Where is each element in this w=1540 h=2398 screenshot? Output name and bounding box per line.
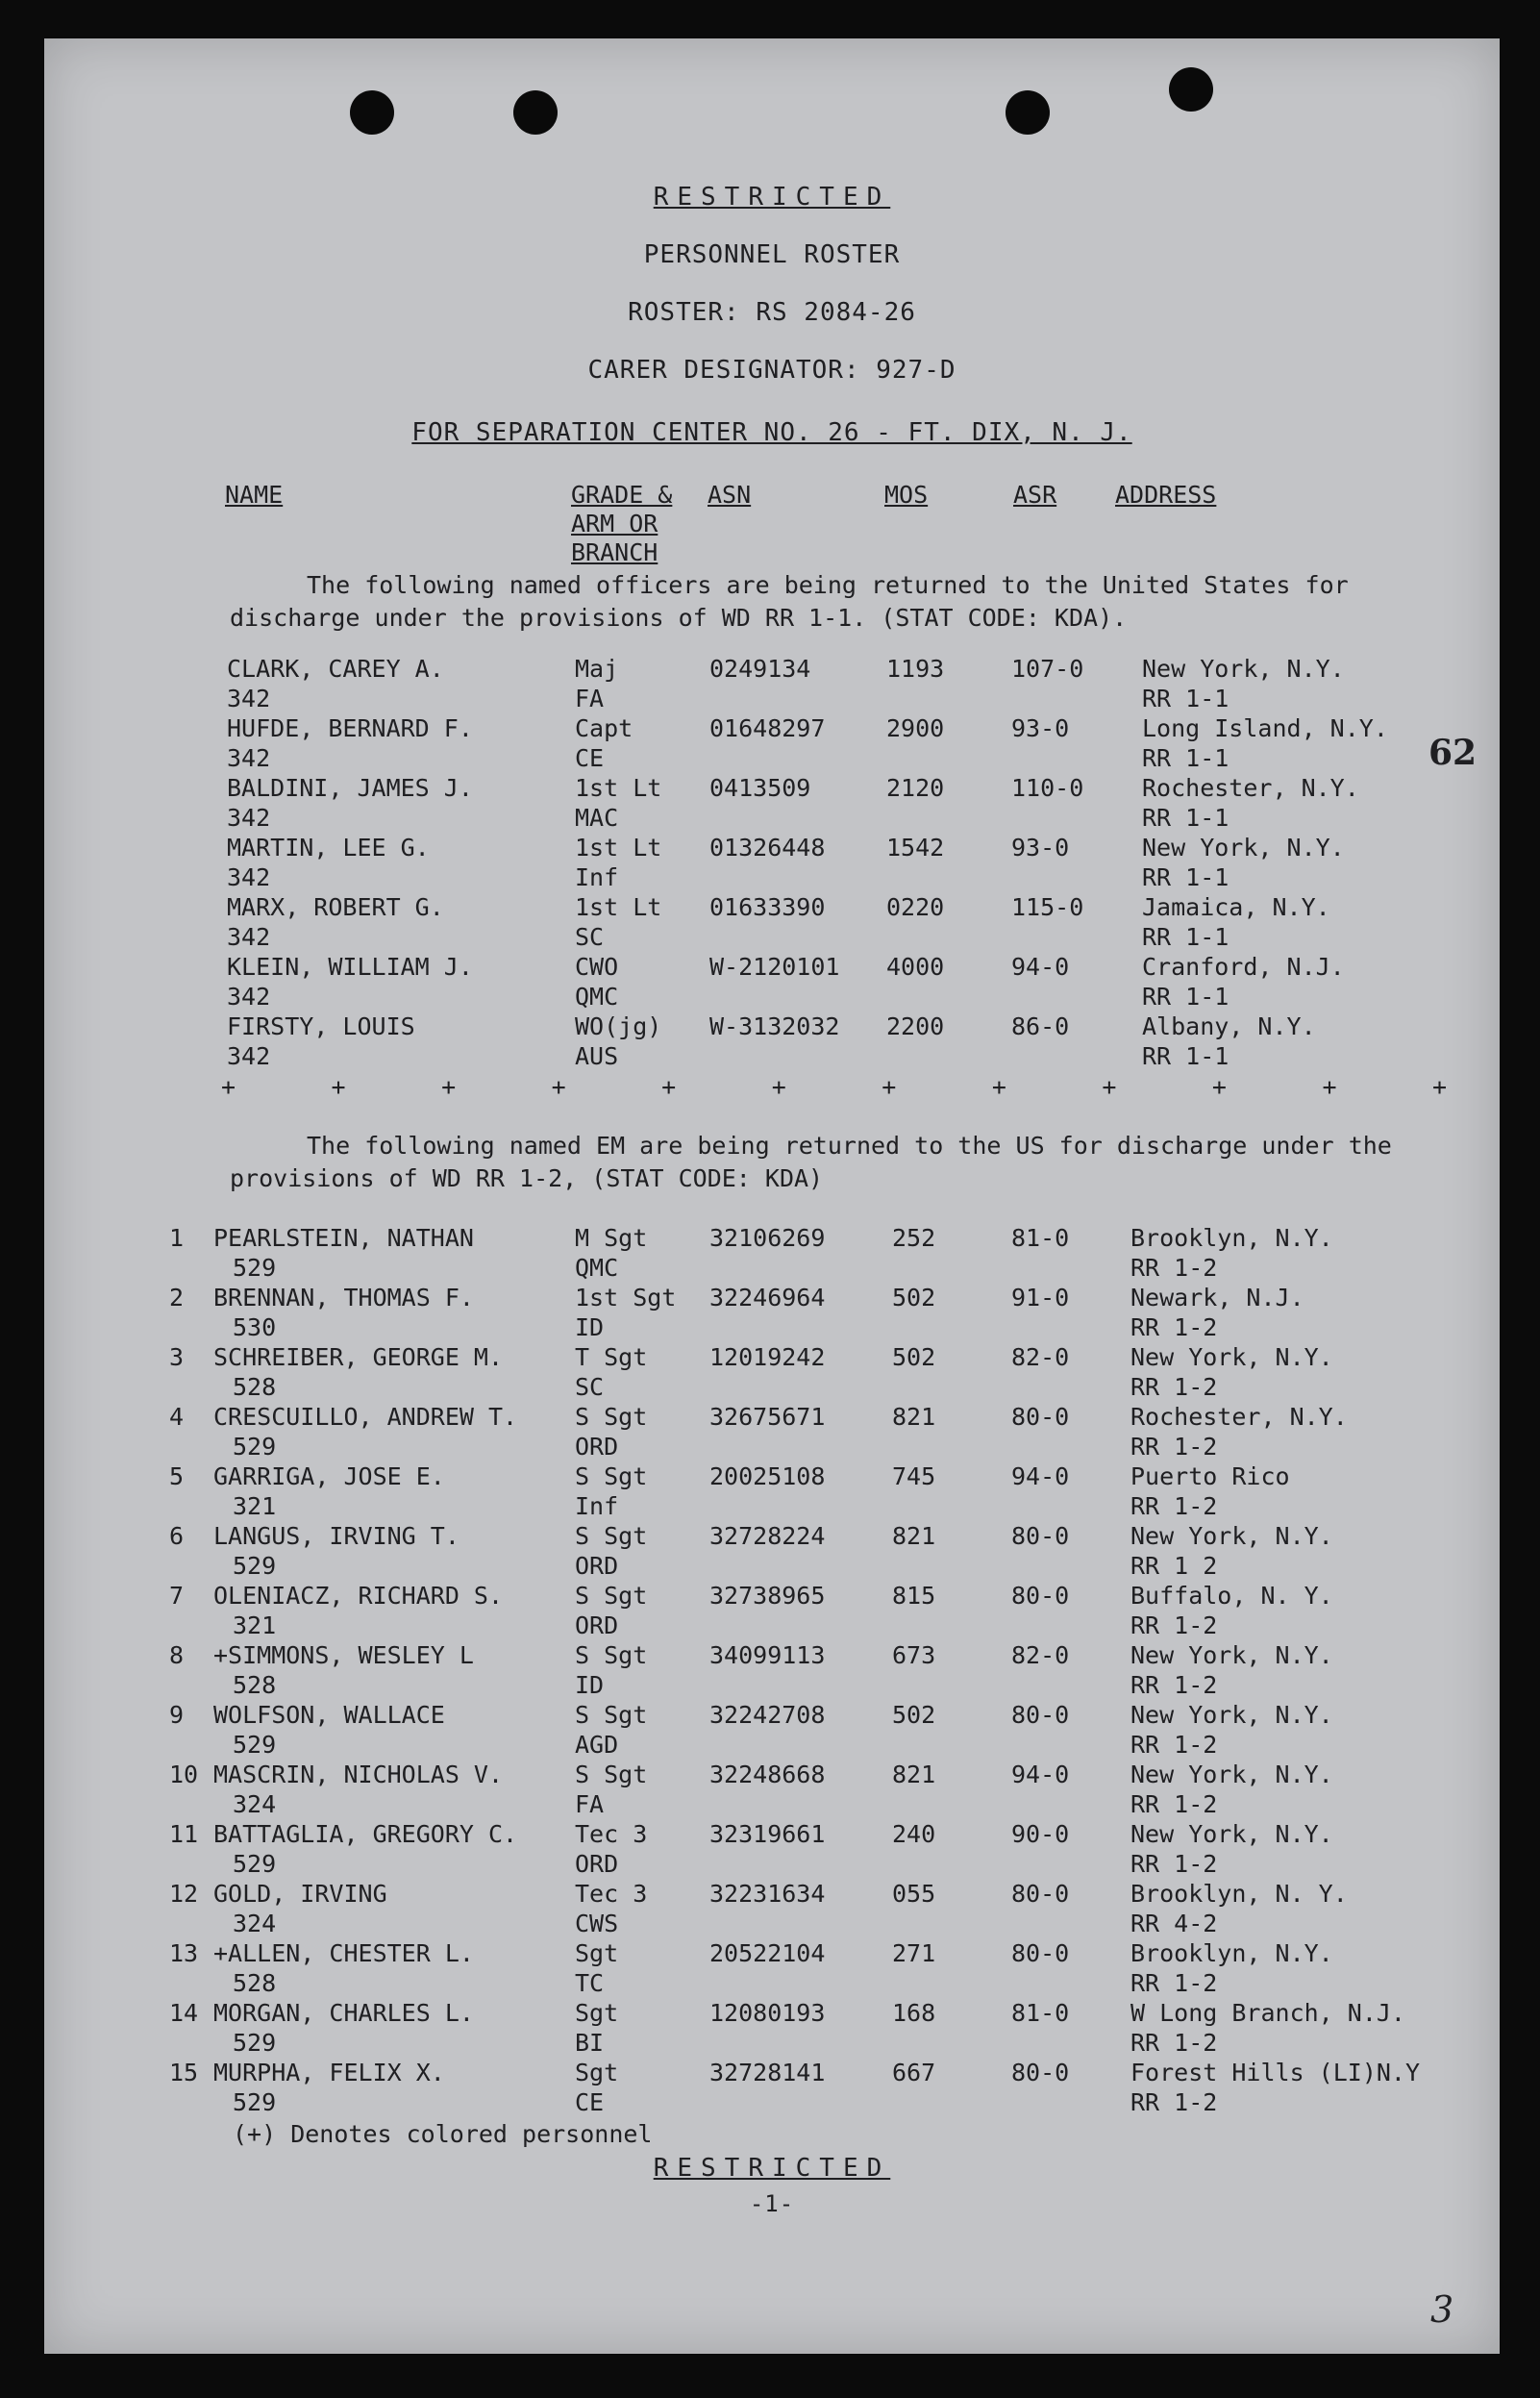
enlisted-code: 529 (233, 1731, 277, 1759)
enlisted-asr: 80-0 (1011, 1701, 1070, 1729)
enlisted-mos: 502 (892, 1701, 936, 1729)
page-number: -1- (749, 2190, 795, 2217)
enlisted-code: 324 (233, 1790, 277, 1818)
enlisted-name: PEARLSTEIN, NATHAN (213, 1224, 474, 1252)
enlisted-rr: RR 1-2 (1130, 1969, 1218, 1997)
officer-asn: 01326448 (709, 834, 826, 862)
enlisted-code: 529 (233, 1850, 277, 1878)
separator-plus: + (331, 1073, 346, 1101)
enlisted-mos: 673 (892, 1641, 936, 1669)
enlisted-address: New York, N.Y. (1130, 1343, 1333, 1371)
enlisted-arm: ORD (575, 1611, 619, 1639)
officer-asn: 0249134 (709, 655, 811, 683)
officer-row (44, 713, 1500, 773)
enlisted-code: 529 (233, 1433, 277, 1461)
separator-plus: + (991, 1073, 1006, 1101)
officer-rr: RR 1-1 (1142, 863, 1230, 891)
officer-asn: W-3132032 (709, 1012, 840, 1040)
officer-code: 342 (227, 685, 271, 712)
enlisted-grade: Sgt (575, 1999, 619, 2027)
enlisted-row (44, 1283, 1500, 1342)
officer-grade: 1st Lt (575, 834, 662, 862)
officer-asr: 94-0 (1011, 953, 1070, 981)
enlisted-rr: RR 1-2 (1130, 1611, 1218, 1639)
classification-footer: RESTRICTED (653, 2154, 891, 2183)
enlisted-asn: 32231634 (709, 1880, 826, 1908)
enlisted-number: 12 (169, 1880, 199, 1908)
officer-mos: 2120 (886, 774, 945, 802)
enlisted-address: New York, N.Y. (1130, 1701, 1333, 1729)
enlisted-arm: CE (575, 2088, 605, 2116)
enlisted-grade: S Sgt (575, 1761, 648, 1788)
enlisted-asr: 80-0 (1011, 1403, 1070, 1431)
officer-arm: AUS (575, 1042, 619, 1070)
enlisted-code: 528 (233, 1671, 277, 1699)
col-asn: ASN (708, 481, 752, 509)
enlisted-rr: RR 1-2 (1130, 1850, 1218, 1878)
enlisted-mos: 252 (892, 1224, 936, 1252)
officer-row (44, 1012, 1500, 1071)
enlisted-code: 528 (233, 1373, 277, 1401)
enlisted-intro: The following named EM are being returned to the US for discharge under the provisions of WD RR 1-2, (STAT CODE: KDA) (230, 1132, 1392, 1192)
enlisted-address: Puerto Rico (1130, 1462, 1290, 1490)
officer-arm: MAC (575, 804, 619, 832)
officer-row (44, 833, 1500, 892)
stamp-number: 62 (1428, 733, 1478, 773)
officer-grade: Capt (575, 714, 633, 742)
col-mos: MOS (884, 481, 929, 509)
enlisted-asn: 32738965 (709, 1582, 826, 1610)
enlisted-asr: 80-0 (1011, 1939, 1070, 1967)
enlisted-code: 321 (233, 1611, 277, 1639)
enlisted-name: GOLD, IRVING (213, 1880, 387, 1908)
enlisted-number: 14 (169, 1999, 199, 2027)
roster-number: ROSTER: RS 2084-26 (628, 298, 916, 327)
officer-arm: QMC (575, 983, 619, 1011)
separator-plus: + (551, 1073, 566, 1101)
enlisted-asn: 32246964 (709, 1284, 826, 1311)
enlisted-name: SCHREIBER, GEORGE M. (213, 1343, 504, 1371)
enlisted-name: CRESCUILLO, ANDREW T. (213, 1403, 518, 1431)
roster-title: PERSONNEL ROSTER (643, 240, 901, 269)
enlisted-code: 529 (233, 2088, 277, 2116)
officer-arm: CE (575, 744, 605, 772)
enlisted-address: Forest Hills (LI)N.Y (1130, 2059, 1421, 2086)
officer-name: BALDINI, JAMES J. (227, 774, 473, 802)
enlisted-rr: RR 1-2 (1130, 2088, 1218, 2116)
enlisted-grade: S Sgt (575, 1582, 648, 1610)
enlisted-asn: 32319661 (709, 1820, 826, 1848)
footnote: (+) Denotes colored personnel (233, 2120, 653, 2148)
enlisted-arm: SC (575, 1373, 605, 1401)
enlisted-arm: Inf (575, 1492, 619, 1520)
enlisted-address: New York, N.Y. (1130, 1820, 1333, 1848)
enlisted-row (44, 1640, 1500, 1700)
enlisted-asn: 32675671 (709, 1403, 826, 1431)
officer-code: 342 (227, 804, 271, 832)
officer-address: New York, N.Y. (1142, 655, 1345, 683)
enlisted-number: 13 (169, 1939, 199, 1967)
officer-mos: 1542 (886, 834, 945, 862)
separator-plus: + (661, 1073, 677, 1101)
enlisted-asr: 90-0 (1011, 1820, 1070, 1848)
enlisted-address: New York, N.Y. (1130, 1761, 1333, 1788)
enlisted-row (44, 1998, 1500, 2058)
punch-hole (350, 90, 394, 135)
officer-arm: FA (575, 685, 605, 712)
corner-handwritten-number: 3 (1430, 2288, 1454, 2331)
enlisted-rr: RR 1-2 (1130, 2029, 1218, 2057)
enlisted-mos: 821 (892, 1761, 936, 1788)
enlisted-number: 10 (169, 1761, 199, 1788)
enlisted-asn: 32248668 (709, 1761, 826, 1788)
enlisted-asn: 20522104 (709, 1939, 826, 1967)
enlisted-asr: 82-0 (1011, 1641, 1070, 1669)
enlisted-code: 530 (233, 1313, 277, 1341)
enlisted-arm: ID (575, 1671, 605, 1699)
separator-plus: + (221, 1073, 236, 1101)
enlisted-asn: 34099113 (709, 1641, 826, 1669)
col-grade (571, 481, 672, 567)
officer-rr: RR 1-1 (1142, 983, 1230, 1011)
officer-code: 342 (227, 1042, 271, 1070)
officer-asn: 01633390 (709, 893, 826, 921)
separator-plus: + (1102, 1073, 1117, 1101)
enlisted-asr: 80-0 (1011, 2059, 1070, 2086)
officer-row (44, 654, 1500, 713)
officer-code: 342 (227, 744, 271, 772)
col-branch-line: BRANCH (571, 538, 658, 566)
officer-grade: WO(jg) (575, 1012, 662, 1040)
enlisted-grade: Tec 3 (575, 1820, 648, 1848)
enlisted-asn: 12080193 (709, 1999, 826, 2027)
enlisted-number: 3 (169, 1343, 185, 1371)
officer-mos: 0220 (886, 893, 945, 921)
enlisted-arm: QMC (575, 1254, 619, 1282)
enlisted-address: New York, N.Y. (1130, 1522, 1333, 1550)
officer-asn: W-2120101 (709, 953, 840, 981)
officer-asr: 110-0 (1011, 774, 1084, 802)
enlisted-rr: RR 1-2 (1130, 1790, 1218, 1818)
officer-address: New York, N.Y. (1142, 834, 1345, 862)
enlisted-mos: 502 (892, 1284, 936, 1311)
officer-row (44, 773, 1500, 833)
punch-hole (1169, 67, 1213, 112)
officer-asr: 86-0 (1011, 1012, 1070, 1040)
enlisted-address: Rochester, N.Y. (1130, 1403, 1348, 1431)
officer-name: MARTIN, LEE G. (227, 834, 430, 862)
enlisted-number: 15 (169, 2059, 199, 2086)
enlisted-arm: ORD (575, 1552, 619, 1580)
separator-plus: + (1322, 1073, 1337, 1101)
enlisted-name: +SIMMONS, WESLEY L (213, 1641, 474, 1669)
enlisted-name: BRENNAN, THOMAS F. (213, 1284, 474, 1311)
officer-rr: RR 1-1 (1142, 685, 1230, 712)
officer-address: Rochester, N.Y. (1142, 774, 1359, 802)
separator-row (221, 1073, 1448, 1102)
officer-arm: SC (575, 923, 605, 951)
enlisted-asr: 94-0 (1011, 1761, 1070, 1788)
officer-grade: CWO (575, 953, 619, 981)
classification-header: RESTRICTED (653, 183, 891, 212)
enlisted-mos: 667 (892, 2059, 936, 2086)
officer-code: 342 (227, 983, 271, 1011)
enlisted-asr: 80-0 (1011, 1880, 1070, 1908)
enlisted-name: BATTAGLIA, GREGORY C. (213, 1820, 518, 1848)
col-asr: ASR (1013, 481, 1057, 509)
enlisted-asn: 32728141 (709, 2059, 826, 2086)
enlisted-row (44, 1342, 1500, 1402)
enlisted-rr: RR 1-2 (1130, 1731, 1218, 1759)
enlisted-asn: 32728224 (709, 1522, 826, 1550)
enlisted-asn: 12019242 (709, 1343, 826, 1371)
officer-code: 342 (227, 863, 271, 891)
separator-plus: + (882, 1073, 897, 1101)
col-name: NAME (225, 481, 284, 509)
enlisted-address: Brooklyn, N.Y. (1130, 1939, 1333, 1967)
enlisted-mos: 168 (892, 1999, 936, 2027)
officer-mos: 1193 (886, 655, 945, 683)
enlisted-asn: 32106269 (709, 1224, 826, 1252)
officer-grade: Maj (575, 655, 619, 683)
enlisted-asn: 20025108 (709, 1462, 826, 1490)
col-address: ADDRESS (1115, 481, 1217, 509)
officer-mos: 2900 (886, 714, 945, 742)
enlisted-number: 1 (169, 1224, 185, 1252)
enlisted-rr: RR 4-2 (1130, 1910, 1218, 1937)
officer-asn: 0413509 (709, 774, 811, 802)
enlisted-name: GARRIGA, JOSE E. (213, 1462, 445, 1490)
enlisted-arm: ORD (575, 1433, 619, 1461)
officer-asr: 107-0 (1011, 655, 1084, 683)
officer-name: HUFDE, BERNARD F. (227, 714, 473, 742)
enlisted-mos: 745 (892, 1462, 936, 1490)
officer-mos: 4000 (886, 953, 945, 981)
enlisted-grade: Tec 3 (575, 1880, 648, 1908)
officers-intro: The following named officers are being returned to the United States for discharge under the provisions of WD RR 1-1. (STAT CODE: KDA). (230, 571, 1349, 632)
enlisted-address: Buffalo, N. Y. (1130, 1582, 1333, 1610)
enlisted-row (44, 1581, 1500, 1640)
separator-plus: + (1211, 1073, 1227, 1101)
enlisted-grade: S Sgt (575, 1701, 648, 1729)
officer-rr: RR 1-1 (1142, 923, 1230, 951)
enlisted-mos: 271 (892, 1939, 936, 1967)
officer-name: MARX, ROBERT G. (227, 893, 444, 921)
enlisted-arm: AGD (575, 1731, 619, 1759)
enlisted-number: 8 (169, 1641, 185, 1669)
enlisted-address: Brooklyn, N.Y. (1130, 1224, 1333, 1252)
enlisted-arm: CWS (575, 1910, 619, 1937)
enlisted-row (44, 1760, 1500, 1819)
enlisted-name: MURPHA, FELIX X. (213, 2059, 445, 2086)
enlisted-asr: 82-0 (1011, 1343, 1070, 1371)
enlisted-asr: 94-0 (1011, 1462, 1070, 1490)
enlisted-asr: 81-0 (1011, 1999, 1070, 2027)
enlisted-grade: T Sgt (575, 1343, 648, 1371)
enlisted-grade: S Sgt (575, 1641, 648, 1669)
enlisted-asn: 32242708 (709, 1701, 826, 1729)
enlisted-row (44, 1819, 1500, 1879)
officer-rr: RR 1-1 (1142, 744, 1230, 772)
enlisted-rr: RR 1-2 (1130, 1373, 1218, 1401)
officer-code: 342 (227, 923, 271, 951)
enlisted-code: 321 (233, 1492, 277, 1520)
enlisted-name: WOLFSON, WALLACE (213, 1701, 445, 1729)
enlisted-grade: S Sgt (575, 1403, 648, 1431)
enlisted-mos: 055 (892, 1880, 936, 1908)
enlisted-rr: RR 1-2 (1130, 1254, 1218, 1282)
enlisted-address: Newark, N.J. (1130, 1284, 1304, 1311)
officer-address: Albany, N.Y. (1142, 1012, 1316, 1040)
enlisted-code: 529 (233, 1254, 277, 1282)
enlisted-grade: Sgt (575, 1939, 619, 1967)
enlisted-mos: 821 (892, 1522, 936, 1550)
officer-asr: 93-0 (1011, 714, 1070, 742)
punch-hole (513, 90, 558, 135)
enlisted-number: 4 (169, 1403, 185, 1431)
separator-plus: + (1432, 1073, 1448, 1101)
enlisted-mos: 815 (892, 1582, 936, 1610)
enlisted-address: W Long Branch, N.J. (1130, 1999, 1405, 2027)
enlisted-rr: RR 1-2 (1130, 1313, 1218, 1341)
enlisted-name: OLENIACZ, RICHARD S. (213, 1582, 504, 1610)
enlisted-mos: 821 (892, 1403, 936, 1431)
officer-name: FIRSTY, LOUIS (227, 1012, 415, 1040)
enlisted-arm: ORD (575, 1850, 619, 1878)
enlisted-number: 2 (169, 1284, 185, 1311)
enlisted-row (44, 1223, 1500, 1283)
enlisted-code: 529 (233, 1552, 277, 1580)
enlisted-arm: TC (575, 1969, 605, 1997)
officer-rr: RR 1-1 (1142, 1042, 1230, 1070)
officer-rr: RR 1-1 (1142, 804, 1230, 832)
enlisted-name: MASCRIN, NICHOLAS V. (213, 1761, 504, 1788)
officer-asr: 115-0 (1011, 893, 1084, 921)
enlisted-row (44, 1938, 1500, 1998)
enlisted-code: 529 (233, 2029, 277, 2057)
enlisted-rr: RR 1-2 (1130, 1433, 1218, 1461)
enlisted-grade: Sgt (575, 2059, 619, 2086)
enlisted-row (44, 1402, 1500, 1461)
officer-arm: Inf (575, 863, 619, 891)
enlisted-rr: RR 1 2 (1130, 1552, 1218, 1580)
enlisted-code: 528 (233, 1969, 277, 1997)
separator-plus: + (771, 1073, 786, 1101)
enlisted-mos: 240 (892, 1820, 936, 1848)
officer-address: Jamaica, N.Y. (1142, 893, 1330, 921)
officer-name: KLEIN, WILLIAM J. (227, 953, 473, 981)
enlisted-grade: 1st Sgt (575, 1284, 677, 1311)
enlisted-name: +ALLEN, CHESTER L. (213, 1939, 474, 1967)
enlisted-code: 324 (233, 1910, 277, 1937)
enlisted-row (44, 1700, 1500, 1760)
enlisted-row (44, 1461, 1500, 1521)
enlisted-arm: FA (575, 1790, 605, 1818)
officer-mos: 2200 (886, 1012, 945, 1040)
officer-address: Cranford, N.J. (1142, 953, 1345, 981)
enlisted-name: MORGAN, CHARLES L. (213, 1999, 474, 2027)
enlisted-arm: BI (575, 2029, 605, 2057)
document-page (44, 38, 1500, 2354)
enlisted-asr: 80-0 (1011, 1522, 1070, 1550)
col-grade-line: GRADE & (571, 481, 673, 509)
enlisted-grade: S Sgt (575, 1462, 648, 1490)
officer-address: Long Island, N.Y. (1142, 714, 1388, 742)
enlisted-number: 11 (169, 1820, 199, 1848)
enlisted-address: Brooklyn, N. Y. (1130, 1880, 1348, 1908)
enlisted-asr: 91-0 (1011, 1284, 1070, 1311)
enlisted-grade: S Sgt (575, 1522, 648, 1550)
separator-plus: + (441, 1073, 457, 1101)
enlisted-row (44, 1879, 1500, 1938)
enlisted-asr: 80-0 (1011, 1582, 1070, 1610)
officer-row (44, 952, 1500, 1012)
officer-grade: 1st Lt (575, 893, 662, 921)
enlisted-number: 9 (169, 1701, 185, 1729)
enlisted-address: New York, N.Y. (1130, 1641, 1333, 1669)
enlisted-asr: 81-0 (1011, 1224, 1070, 1252)
enlisted-rr: RR 1-2 (1130, 1492, 1218, 1520)
enlisted-mos: 502 (892, 1343, 936, 1371)
enlisted-arm: ID (575, 1313, 605, 1341)
enlisted-number: 6 (169, 1522, 185, 1550)
carer-designator: CARER DESIGNATOR: 927-D (587, 356, 956, 385)
enlisted-name: LANGUS, IRVING T. (213, 1522, 460, 1550)
separation-center: FOR SEPARATION CENTER NO. 26 - FT. DIX, N. J. (411, 418, 1132, 447)
enlisted-grade: M Sgt (575, 1224, 648, 1252)
officer-asr: 93-0 (1011, 834, 1070, 862)
officer-name: CLARK, CAREY A. (227, 655, 444, 683)
enlisted-row (44, 1521, 1500, 1581)
officer-row (44, 892, 1500, 952)
officer-grade: 1st Lt (575, 774, 662, 802)
enlisted-row (44, 2058, 1500, 2117)
col-arm-line: ARM OR (571, 510, 658, 537)
punch-hole (1006, 90, 1050, 135)
officer-asn: 01648297 (709, 714, 826, 742)
enlisted-number: 5 (169, 1462, 185, 1490)
enlisted-rr: RR 1-2 (1130, 1671, 1218, 1699)
enlisted-number: 7 (169, 1582, 185, 1610)
